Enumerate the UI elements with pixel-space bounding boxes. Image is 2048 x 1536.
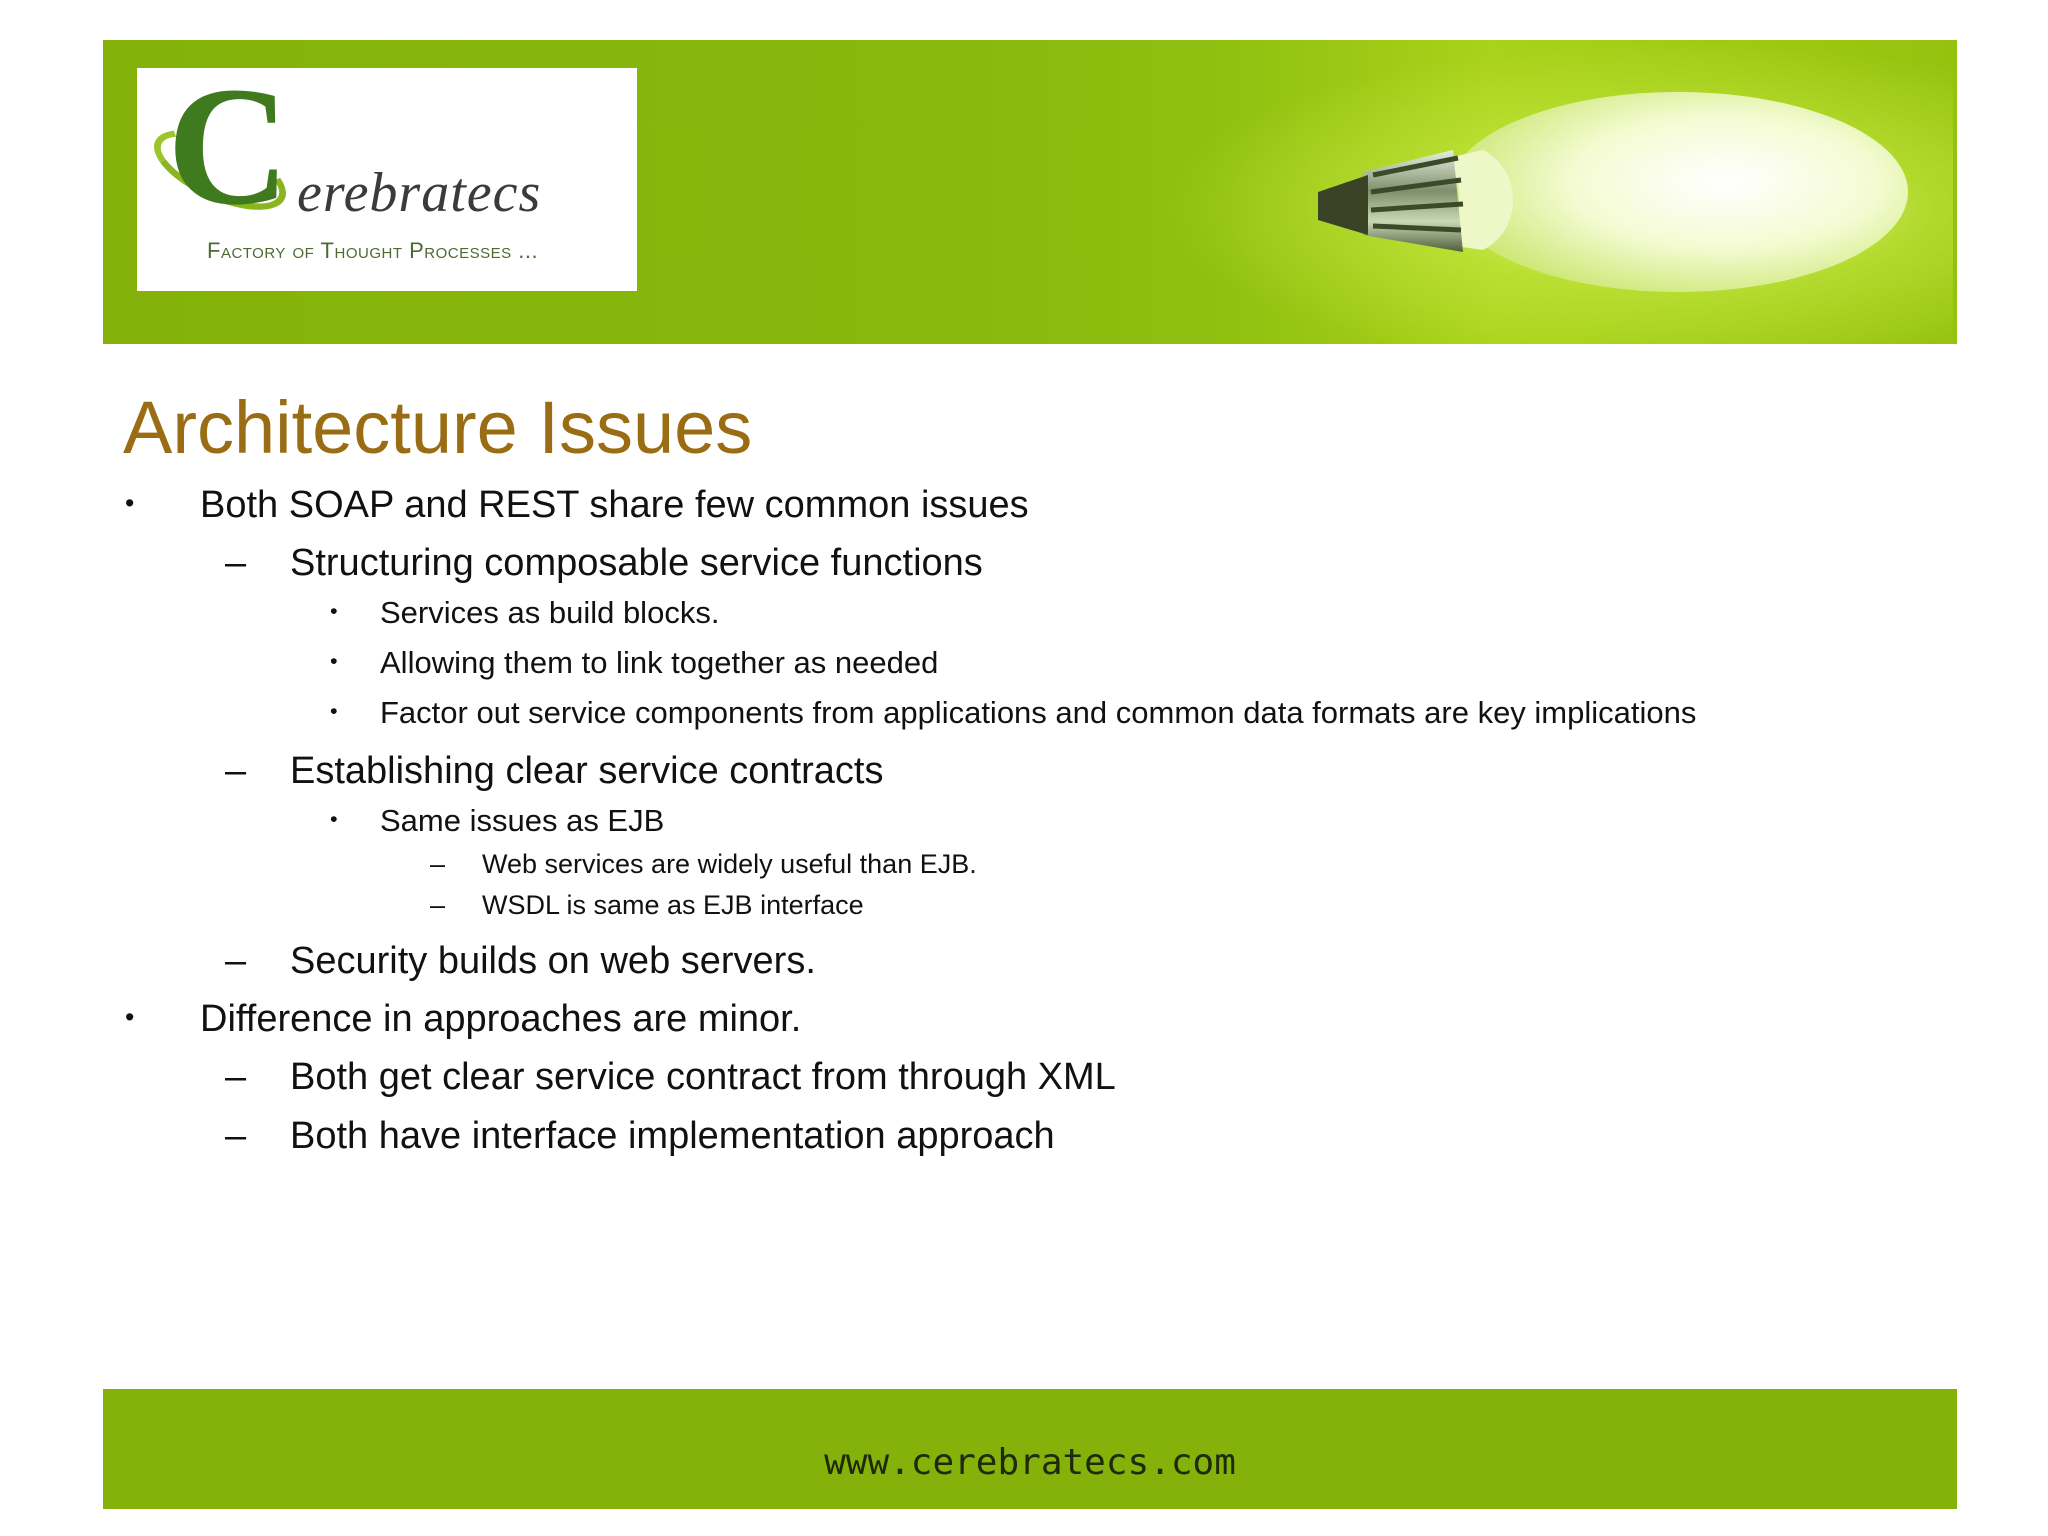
bullet-text: Factor out service components from applications and common data formats are key implications	[380, 695, 1697, 730]
logo-name: erebratecs	[297, 162, 542, 224]
company-logo	[137, 52, 637, 291]
bullet-text: Security builds on web servers.	[290, 940, 816, 982]
bullet-text: Both SOAP and REST share few common issues	[200, 484, 1029, 526]
bullet-text: Establishing clear service contracts	[290, 750, 884, 792]
bullet-marker: •	[330, 698, 338, 723]
bullet-text: Structuring composable service functions	[290, 542, 983, 584]
bullet-text: Difference in approaches are minor.	[200, 998, 802, 1040]
bullet-text: Both have interface implementation approach	[290, 1115, 1055, 1157]
footer-url: www.cerebratecs.com	[824, 1442, 1236, 1483]
bullet-text: Web services are widely useful than EJB.	[482, 849, 977, 879]
logo-letter: C	[167, 52, 290, 240]
bullet-marker: –	[225, 1056, 247, 1098]
light-bulb-icon	[1223, 80, 1923, 310]
slide-title: Architecture Issues	[123, 386, 753, 469]
bullet-marker: •	[330, 806, 338, 831]
bullet-text: Same issues as EJB	[380, 803, 665, 838]
bullet-text: Allowing them to link together as needed	[380, 645, 939, 680]
bullet-text: Services as build blocks.	[380, 595, 720, 630]
bullet-marker: –	[430, 849, 446, 879]
bullet-marker: •	[330, 648, 338, 673]
logo-tagline: Factory of Thought Processes ...	[207, 238, 539, 263]
bullet-marker: –	[225, 750, 247, 792]
bullet-marker: –	[225, 1115, 247, 1157]
bullet-marker: –	[225, 940, 247, 982]
bullet-marker: •	[125, 1002, 135, 1032]
footer-bar	[103, 1389, 1957, 1509]
header-banner	[103, 40, 1957, 344]
bullet-marker: •	[330, 598, 338, 623]
bullet-text: Both get clear service contract from through XML	[290, 1056, 1116, 1098]
bullet-marker: –	[430, 890, 446, 920]
bullet-marker: •	[125, 488, 135, 518]
bullet-text: WSDL is same as EJB interface	[482, 890, 864, 920]
bullet-marker: –	[225, 542, 247, 584]
